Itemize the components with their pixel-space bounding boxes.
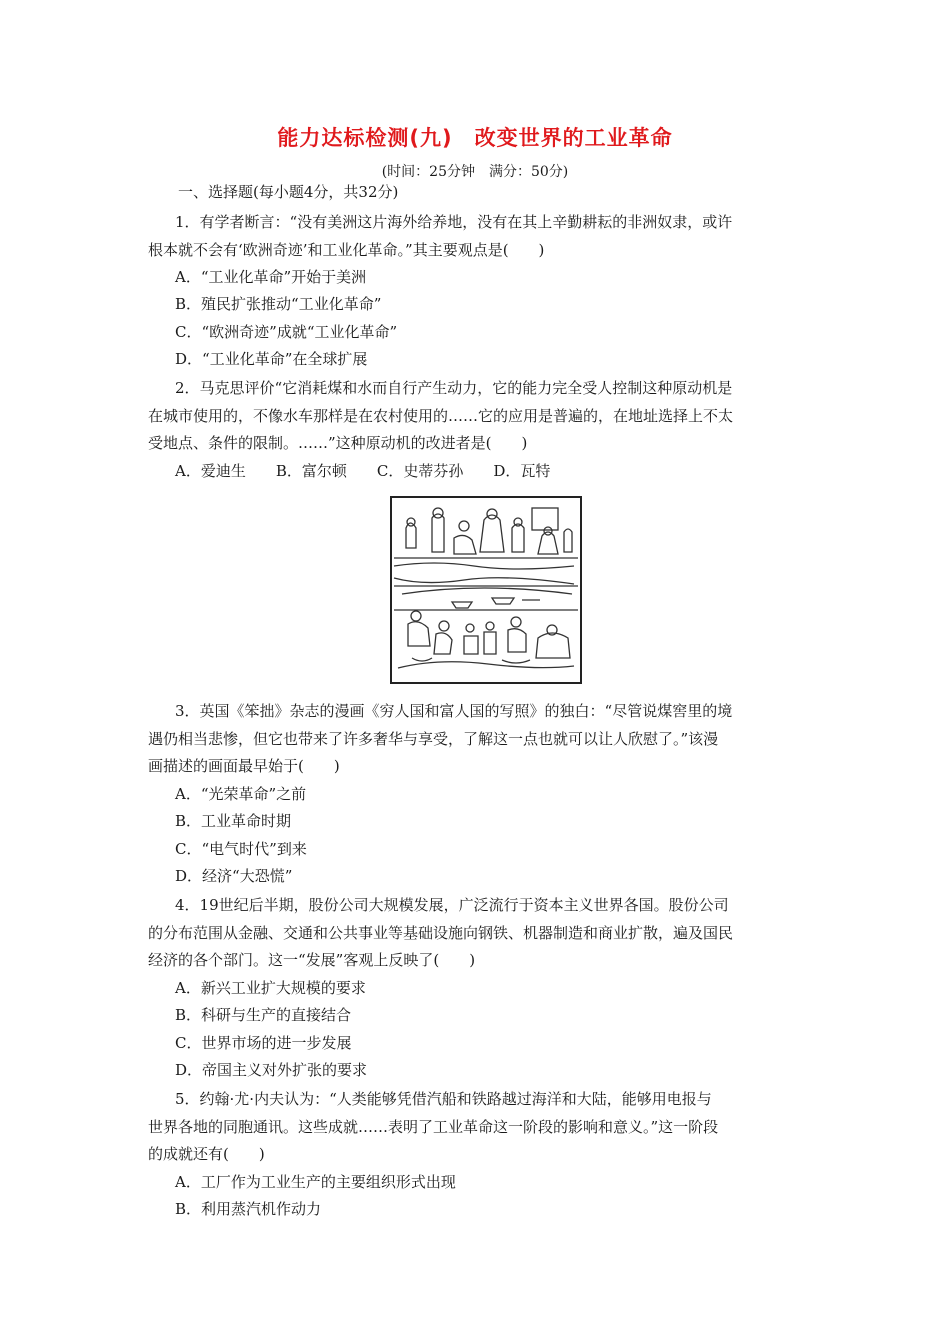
question-2-line-1: 2．马克思评价“它消耗煤和水而自行产生动力，它的能力完全受人控制这种原动机是 [175, 379, 733, 397]
page-title: 能力达标检测(九) 改变世界的工业革命 [277, 126, 673, 150]
question-4-option-b: B．科研与生产的直接结合 [175, 1006, 352, 1024]
question-2-line-3: 受地点、条件的限制。……”这种原动机的改进者是( ) [148, 434, 528, 452]
question-4-line-3: 经济的各个部门。这一“发展”客观上反映了( ) [148, 951, 476, 969]
cartoon-drawing [392, 498, 580, 682]
question-5-line-2: 世界各地的同胞通讯。这些成就……表明了工业革命这一阶段的影响和意义。”这一阶段 [148, 1118, 719, 1136]
page-subtitle: (时间：25分钟 满分：50分) [381, 164, 569, 180]
question-5-option-b: B．利用蒸汽机作动力 [175, 1200, 322, 1218]
question-4-option-c: C．世界市场的进一步发展 [175, 1034, 352, 1052]
question-3-line-2: 遇仍相当悲惨，但它也带来了许多奢华与享受，了解这一点也就可以让人欣慰了。”该漫 [148, 730, 719, 748]
question-2-line-2: 在城市使用的，不像水车那样是在农村使用的……它的应用是普遍的，在地址选择上不太 [148, 407, 734, 425]
cartoon-illustration [390, 496, 582, 684]
question-3-option-a: A．“光荣革命”之前 [175, 785, 307, 803]
question-5-line-1: 5．约翰·尤·内夫认为：“人类能够凭借汽船和铁路越过海洋和大陆，能够用电报与 [175, 1090, 712, 1108]
question-3-option-d: D．经济“大恐慌” [175, 867, 293, 885]
question-4-line-2: 的分布范围从金融、交通和公共事业等基础设施向钢铁、机器制造和商业扩散，遍及国民 [148, 924, 734, 942]
question-3-line-3: 画描述的画面最早始于( ) [148, 757, 340, 775]
question-4-line-1: 4．19世纪后半期，股份公司大规模发展，广泛流行于资本主义世界各国。股份公司 [175, 896, 729, 914]
question-3-option-c: C．“电气时代”到来 [175, 840, 307, 858]
question-4-option-d: D．帝国主义对外扩张的要求 [175, 1061, 368, 1079]
question-1-line-1: 1．有学者断言：“没有美洲这片海外给养地，没有在其上辛勤耕耘的非洲奴隶，或许 [175, 213, 733, 231]
question-5-line-3: 的成就还有( ) [148, 1145, 265, 1163]
question-1-option-b: B．殖民扩张推动“工业化革命” [175, 295, 382, 313]
question-3-option-b: B．工业革命时期 [175, 812, 292, 830]
question-1-option-d: D．“工业化革命”在全球扩展 [175, 350, 368, 368]
section-heading: 一、选择题(每小题4分，共32分) [178, 183, 399, 201]
question-2-options: A．爱迪生 B．富尔顿 C．史蒂芬孙 D．瓦特 [175, 462, 551, 480]
question-1-option-a: A．“工业化革命”开始于美洲 [175, 268, 367, 286]
question-1-line-2: 根本就不会有‘欧洲奇迹’和工业化革命。”其主要观点是( ) [148, 241, 545, 259]
question-4-option-a: A．新兴工业扩大规模的要求 [175, 979, 366, 997]
question-5-option-a: A．工厂作为工业生产的主要组织形式出现 [175, 1173, 456, 1191]
question-1-option-c: C．“欧洲奇迹”成就“工业化革命” [175, 323, 398, 341]
question-3-line-1: 3．英国《笨拙》杂志的漫画《穷人国和富人国的写照》的独白：“尽管说煤窖里的境 [175, 702, 733, 720]
